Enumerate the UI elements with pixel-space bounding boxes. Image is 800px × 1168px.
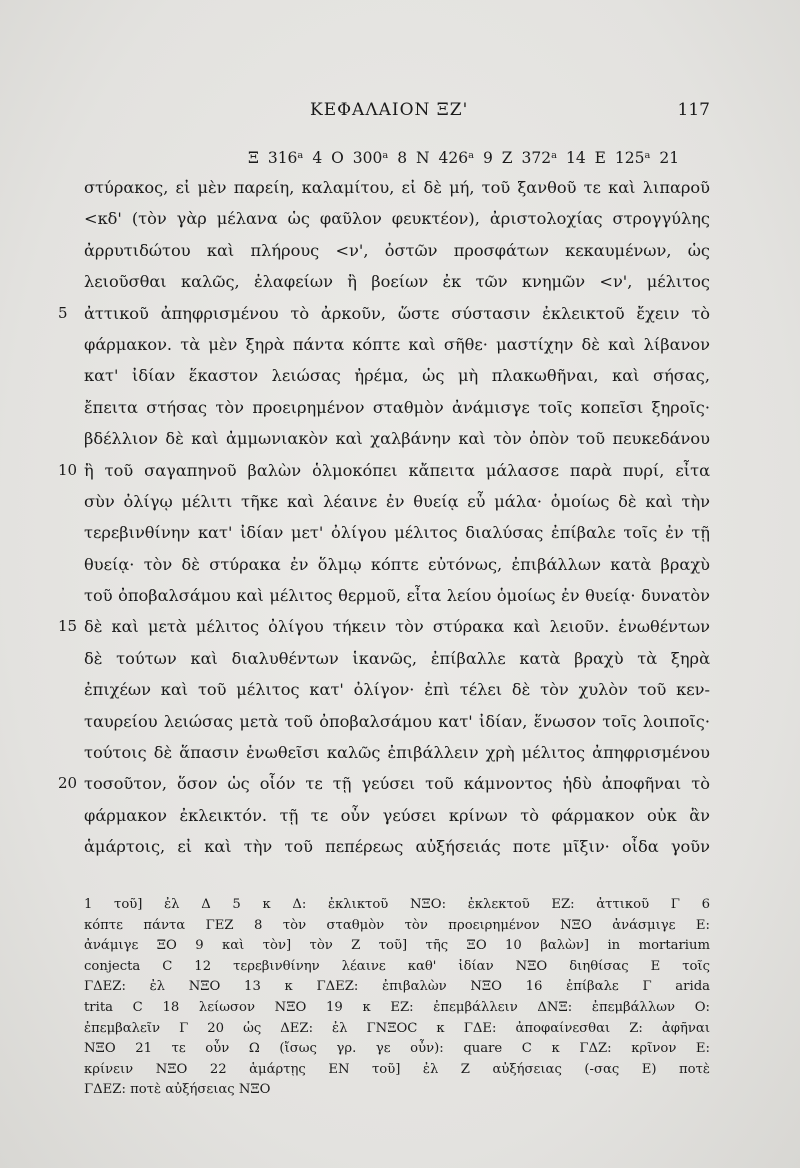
text-line [60, 203, 710, 234]
line-text: ἀρρυτιδώτου καὶ πλήρους <ν', ὀστῶν προσφάτων κεκαυμένων, ὡς [84, 240, 710, 260]
line-number: 15 [58, 617, 78, 636]
apparatus-line: trita C 18 λείωσον ΝΞΟ 19 κ ΕΖ: ἐπεμβάλλειν ΔΝΞ: ἐπεμβάλλων Ο: [84, 999, 710, 1015]
line-text: τερεβινθίνην κατ' ἰδίαν μετ' ὀλίγου μέλιτος διαλύσας ἐπίβαλε τοῖς ἐν τῇ [84, 523, 710, 543]
critical-apparatus [84, 895, 710, 1101]
text-line [60, 235, 710, 266]
text-line [60, 298, 710, 329]
line-text: βδέλλιον δὲ καὶ ἀμμωνιακὸν καὶ χαλβάνην καὶ τὸν ὀπὸν τοῦ πευκεδάνου [84, 429, 710, 449]
page-header [60, 100, 710, 130]
apparatus-line: κρίνειν ΝΞΟ 22 ἁμάρτῃς ΕΝ τοῦ] ἐλ Ζ αὐξήσειας (-σας Ε) ποτὲ [84, 1061, 710, 1077]
line-text: στύρακος, εἰ μὲν παρείη, καλαμίτου, εἰ δὲ μή, τοῦ ξανθοῦ τε καὶ λιπαροῦ [84, 178, 710, 197]
line-text: ἁμάρτοις, εἰ καὶ τὴν τοῦ πεπέρεως αὐξήσειάς ποτε μῖξιν· οἶδα γοῦν [84, 837, 710, 857]
text-line [60, 266, 710, 297]
line-text: κατ' ἰδίαν ἕκαστον λειώσας ἠρέμα, ὡς μὴ πλακωθῆναι, καὶ σήσας, [84, 366, 710, 386]
text-line [60, 549, 710, 580]
text-line [60, 392, 710, 423]
text-line [60, 706, 710, 737]
text-line [60, 831, 710, 862]
line-text: σὺν ὀλίγῳ μέλιτι τῆκε καὶ λέαινε ἐν θυείᾳ εὖ μάλα· ὁμοίως δὲ καὶ τὴν [84, 491, 710, 511]
line-text: ἐπιχέων καὶ τοῦ μέλιτος κατ' ὀλίγον· ἐπὶ τέλει δὲ τὸν χυλὸν τοῦ κεν- [84, 680, 710, 700]
text-line [60, 455, 710, 486]
text-line [60, 517, 710, 548]
line-text: ταυρείου λειώσας μετὰ τοῦ ὀποβαλσάμου κατ' ἰδίαν, ἕνωσον τοῖς λοιποῖς· [84, 711, 710, 731]
text-line [60, 486, 710, 517]
text-line [60, 768, 710, 799]
line-text: λειοῦσθαι καλῶς, ἐλαφείων ἢ βοείων ἐκ τῶν κνημῶν <ν', μέλιτος [84, 272, 710, 292]
manuscript-sigla-line: Ξ 316ᵃ 4 Ο 300ᵃ 8 Ν 426ᵃ 9 Ζ 372ᵃ 14 Ε 125ᵃ 21 [248, 149, 680, 167]
apparatus-line: ἀνάμιγε ΞΟ 9 καὶ τὸν] τὸν Ζ τοῦ] τῆς ΞΟ 10 βαλὼν] in mortarium [84, 938, 710, 954]
apparatus-line: ΓΔΕΖ: ποτὲ αὐξήσειας ΝΞΟ [84, 1082, 271, 1098]
line-text: <κδ' (τὸν γὰρ μέλανα ὡς φαῦλον φευκτέον), ἀριστολοχίας στρογγύλης [84, 209, 710, 229]
line-text: τούτοις δὲ ἅπασιν ἑνωθεῖσι καλῶς ἐπιβάλλειν χρὴ μέλιτος ἀπηφρισμένου [84, 743, 710, 763]
line-number: 20 [58, 774, 78, 793]
line-text: δὲ τούτων καὶ διαλυθέντων ἱκανῶς, ἐπίβαλλε κατὰ βραχὺ τὰ ξηρὰ [84, 648, 710, 668]
apparatus-line: ΓΔΕΖ: ἐλ ΝΞΟ 13 κ ΓΔΕΖ: ἐπιβαλὼν ΝΞΟ 16 ἐπίβαλε Γ arida [84, 979, 710, 995]
apparatus-line: conjecta C 12 τερεβινθίνην λέαινε καθ' ἰδίαν ΝΞΟ διηθίσας Ε τοῖς [84, 958, 710, 974]
text-line [60, 800, 710, 831]
text-line [60, 172, 710, 203]
apparatus-line: ΝΞΟ 21 τε οὖν Ω (ἴσως γρ. γε οὖν): quare C κ ΓΔΖ: κρῖνον Ε: [84, 1041, 710, 1057]
running-title: ΚΕΦΑΛΑΙΟΝ ΞΖ' [310, 100, 469, 120]
apparatus-line: κόπτε πάντα ΓΕΖ 8 τὸν σταθμὸν τὸν προειρημένον ΝΞΟ ἀνάσμιγε Ε: [84, 917, 710, 933]
text-line [60, 737, 710, 768]
line-text: φάρμακον ἐκλεικτόν. τῇ τε οὖν γεύσει κρίνων τὸ φάρμακον οὐκ ἂν [84, 805, 710, 825]
text-line [60, 674, 710, 705]
text-line [60, 329, 710, 360]
line-number: 10 [58, 460, 78, 479]
text-line [60, 580, 710, 611]
main-text [60, 172, 710, 863]
apparatus-line: ἐπεμβαλεῖν Γ 20 ὡς ΔΕΖ: ἐλ ΓΝΞΟC κ ΓΔΕ: ἀποφαίνεσθαι Ζ: ἀφῆναι [84, 1020, 710, 1036]
line-text: ἔπειτα στήσας τὸν προειρημένον σταθμὸν ἀνάμισγε τοῖς κοπεῖσι ξηροῖς· [84, 397, 710, 417]
text-line [60, 360, 710, 391]
apparatus-line: 1 τοῦ] ἐλ Δ 5 κ Δ: ἐκλικτοῦ ΝΞΟ: ἐκλεκτοῦ ΕΖ: ἀττικοῦ Γ 6 [84, 897, 710, 912]
line-text: τοῦ ὀποβαλσάμου καὶ μέλιτος θερμοῦ, εἶτα λείου ὁμοίως ἐν θυείᾳ· δυνατὸν [84, 586, 710, 606]
page-number: 117 [677, 100, 710, 120]
line-text: θυείᾳ· τὸν δὲ στύρακα ἐν ὅλμῳ κόπτε εὐτόνως, ἐπιβάλλων κατὰ βραχὺ [84, 554, 710, 574]
text-line [60, 643, 710, 674]
line-text: φάρμακον. τὰ μὲν ξηρὰ πάντα κόπτε καὶ σῆθε· μαστίχην δὲ καὶ λίβανον [84, 334, 710, 354]
text-line [60, 423, 710, 454]
line-text: δὲ καὶ μετὰ μέλιτος ὀλίγου τήκειν τὸν στύρακα καὶ λειοῦν. ἑνωθέντων [84, 617, 710, 637]
line-text: ἀττικοῦ ἀπηφρισμένου τὸ ἀρκοῦν, ὥστε σύστασιν ἐκλεικτοῦ ἔχειν τὸ [84, 303, 710, 323]
line-text: τοσοῦτον, ὅσον ὡς οἷόν τε τῇ γεύσει τοῦ κάμνοντος ἡδὺ ἀποφῆναι τὸ [84, 774, 710, 794]
line-number: 5 [58, 303, 68, 322]
text-line [60, 611, 710, 642]
line-text: ἢ τοῦ σαγαπηνοῦ βαλὼν ὁλμοκόπει κἄπειτα μάλασσε παρὰ πυρί, εἶτα [84, 460, 710, 480]
